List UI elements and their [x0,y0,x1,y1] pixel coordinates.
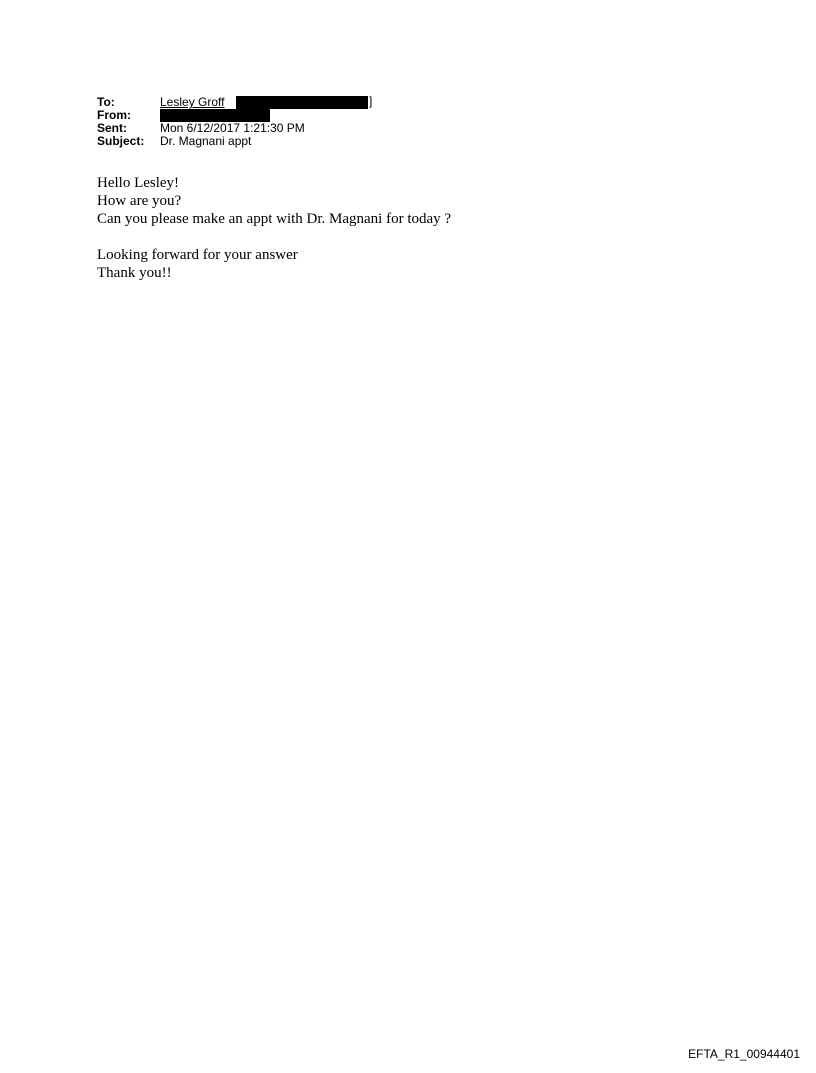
subject-value: Dr. Magnani appt [160,134,252,148]
subject-label: Subject: [97,134,145,148]
sent-value: Mon 6/12/2017 1:21:30 PM [160,121,305,135]
body-line-question: How are you? [97,193,182,209]
sent-label: Sent: [97,121,127,135]
email-header [97,94,373,148]
to-recipient-name: Lesley Groff [160,95,225,109]
paragraph-gap [97,228,451,246]
to-closing-bracket: ] [369,94,373,108]
to-value [160,94,373,109]
redaction-bar-to [236,96,368,109]
body-line-thanks: Thank you!! [97,265,172,281]
body-line-closing: Looking forward for your answer [97,247,298,263]
from-label: From: [97,108,131,122]
email-body [97,174,451,282]
document-id: EFTA_R1_00944401 [688,1047,800,1061]
body-line-greeting: Hello Lesley! [97,175,180,191]
subject-row [97,135,305,148]
body-line-request: Can you please make an appt with Dr. Magnani for today ? [97,211,452,227]
to-label: To: [97,95,115,109]
